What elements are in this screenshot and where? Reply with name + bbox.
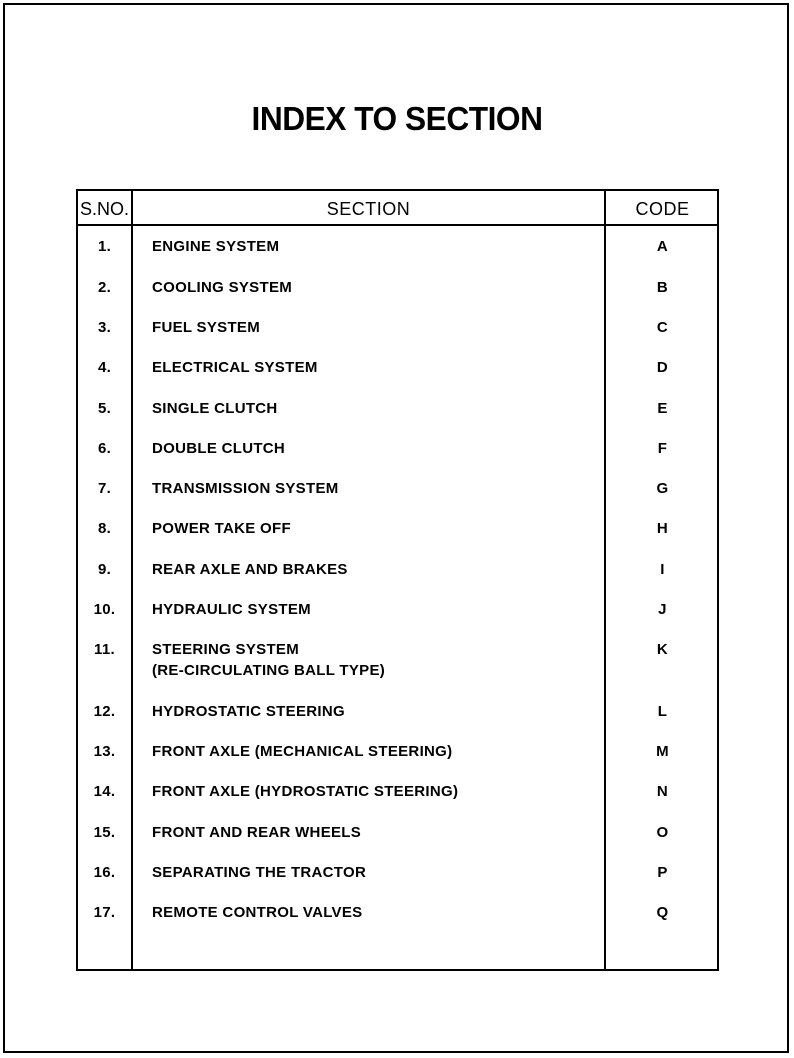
row-code: F [657,440,668,457]
row-code: L [657,703,668,720]
row-sno: 1. [97,238,112,255]
row-sno: 12. [93,703,116,720]
row-sno: 17. [93,904,116,921]
row-sno: 9. [97,561,112,578]
header-section: SECTION [326,199,411,219]
row-code: D [656,359,669,376]
row-sno: 16. [93,864,116,881]
row-section: FRONT AXLE (HYDROSTATIC STEERING) [152,783,459,800]
row-section: SINGLE CLUTCH [152,400,278,417]
row-code: E [657,400,668,417]
row-code: K [656,641,669,658]
row-code: H [656,520,669,537]
row-section: REMOTE CONTROL VALVES [152,904,363,921]
row-sno: 8. [97,520,112,537]
page-title: INDEX TO SECTION [251,100,543,137]
row-sno: 2. [97,279,112,296]
row-sno: 3. [97,319,112,336]
row-sno: 4. [97,359,112,376]
row-code: Q [656,904,669,921]
row-section-line2: (RE-CIRCULATING BALL TYPE) [152,662,386,679]
row-section: REAR AXLE AND BRAKES [152,561,348,578]
row-code: M [656,743,669,760]
row-section: STEERING SYSTEM [152,641,300,658]
row-code: I [660,561,665,578]
row-sno: 7. [97,480,112,497]
row-code: C [656,319,669,336]
row-sno: 11. [94,641,115,658]
row-sno: 13. [93,743,116,760]
row-sno: 5. [97,400,112,417]
row-section: ELECTRICAL SYSTEM [152,359,318,376]
row-section: FRONT AXLE (MECHANICAL STEERING) [152,743,453,760]
row-section: FUEL SYSTEM [152,319,261,336]
row-sno: 10. [93,601,116,618]
row-sno: 6. [97,440,112,457]
header-code: CODE [635,199,690,219]
row-code: N [656,783,669,800]
header-sno: S.NO. [79,199,129,219]
row-sno: 15. [93,824,116,841]
row-section: DOUBLE CLUTCH [152,440,286,457]
row-code: A [656,238,669,255]
row-code: O [656,824,669,841]
row-section: SEPARATING THE TRACTOR [152,864,367,881]
row-code: P [657,864,668,881]
row-code: J [658,601,667,618]
row-section: FRONT AND REAR WHEELS [152,824,362,841]
table-body [78,191,717,969]
row-section: POWER TAKE OFF [152,520,291,537]
index-table [76,189,719,971]
row-code: B [656,279,669,296]
row-section: HYDRAULIC SYSTEM [152,601,311,618]
row-section: ENGINE SYSTEM [152,238,280,255]
row-sno: 14. [93,783,116,800]
row-code: G [656,480,669,497]
row-section: COOLING SYSTEM [152,279,293,296]
row-section: HYDROSTATIC STEERING [152,703,345,720]
row-section: TRANSMISSION SYSTEM [152,480,339,497]
